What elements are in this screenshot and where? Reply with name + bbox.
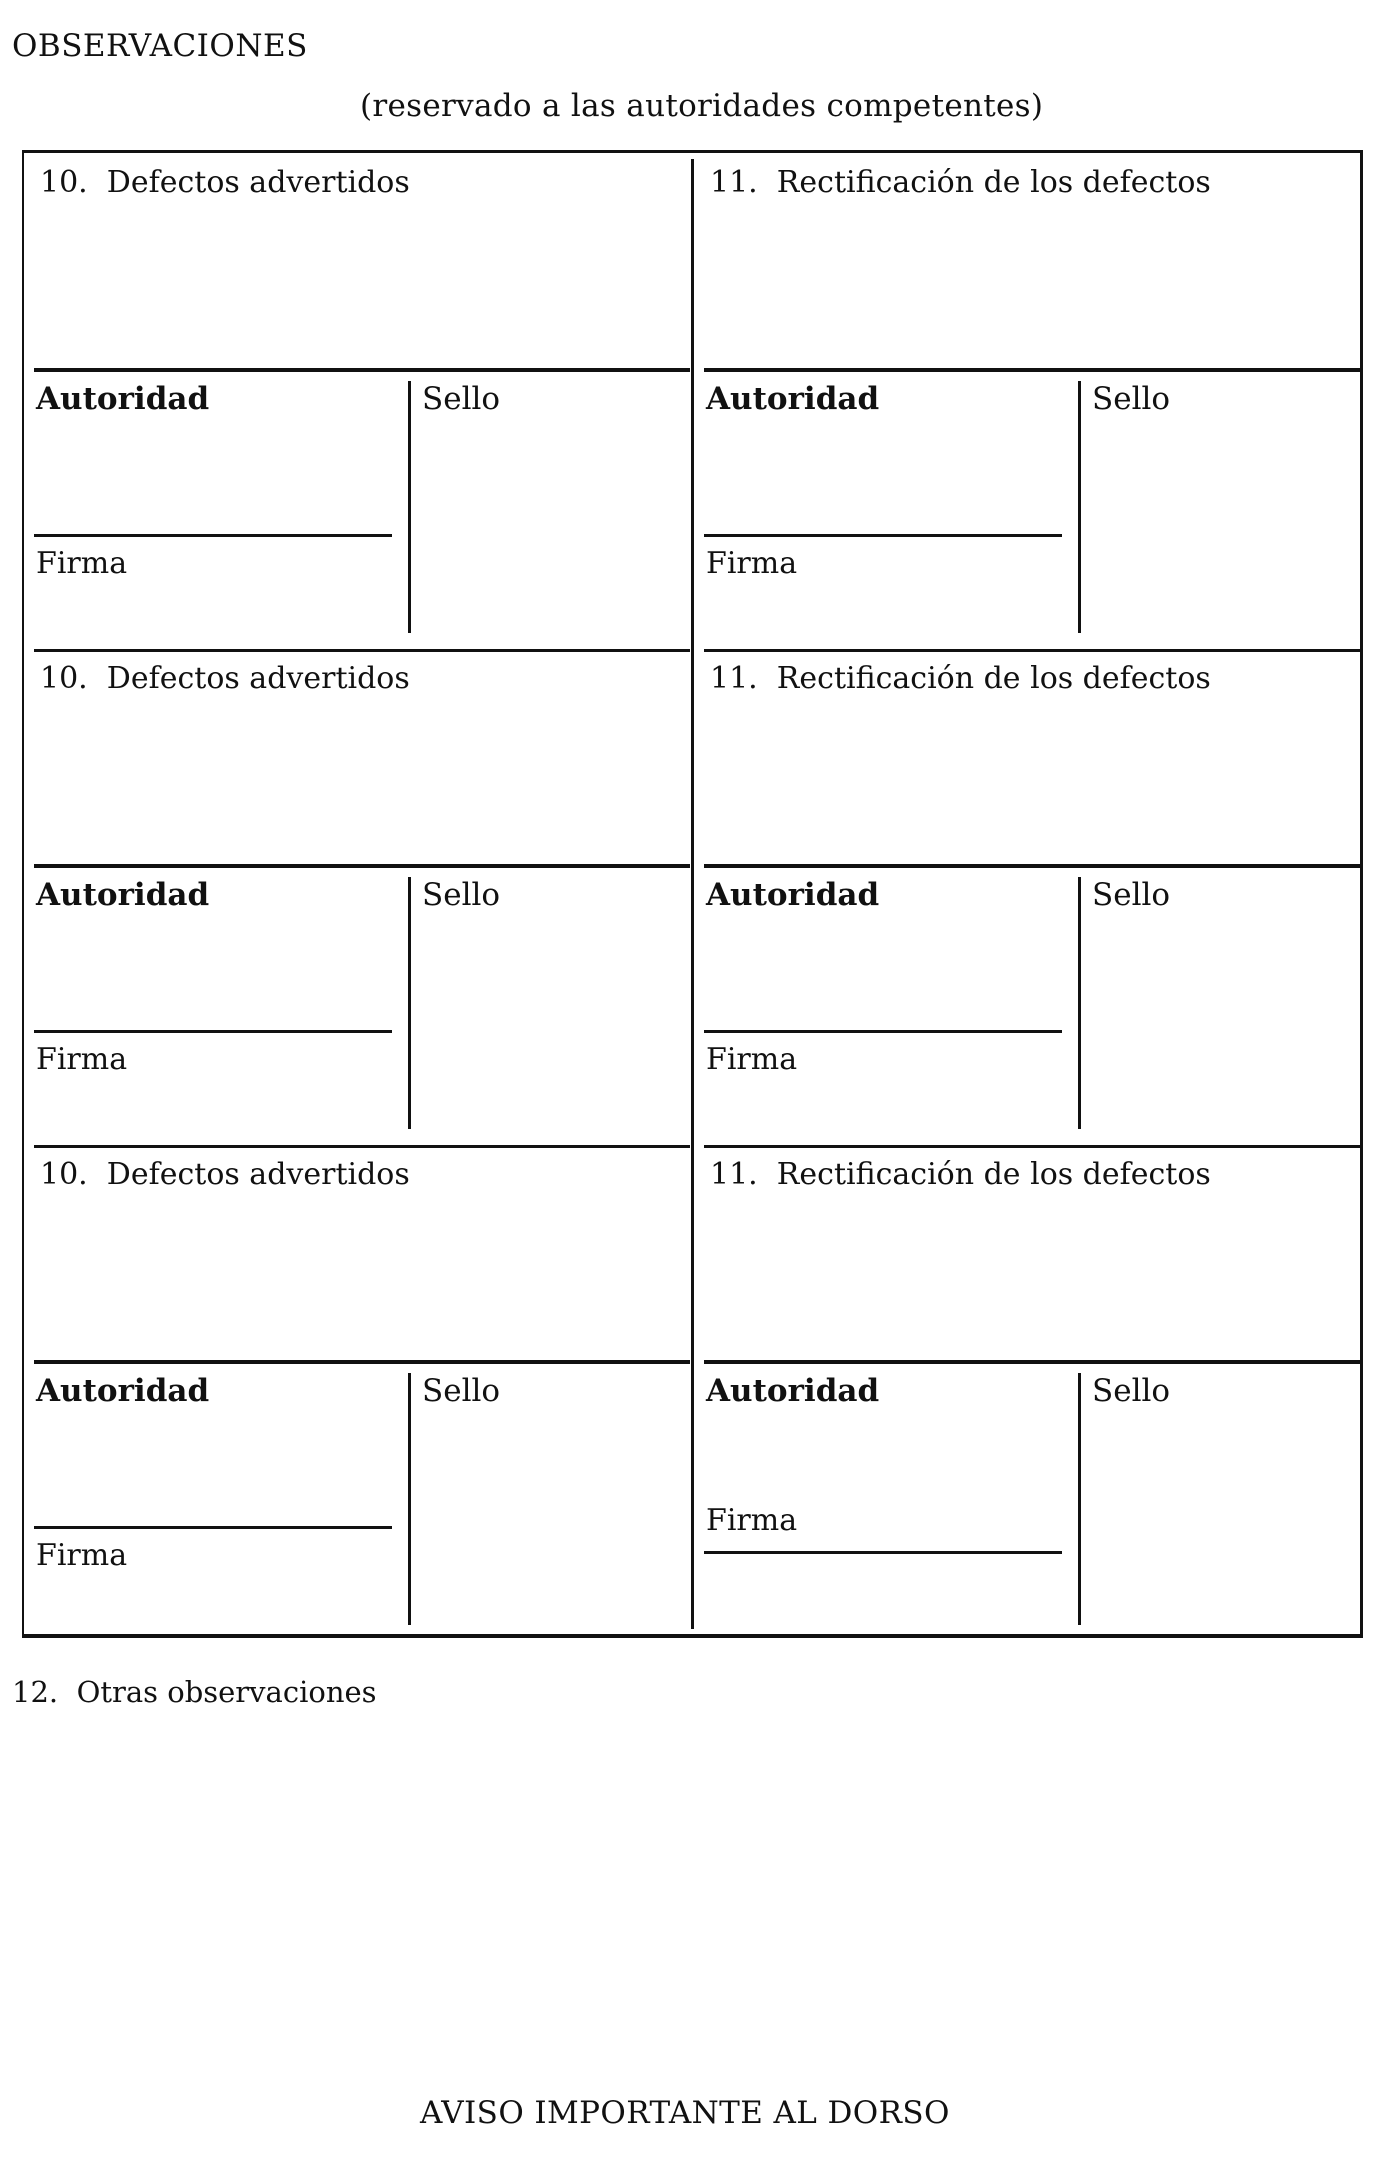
sello-divider <box>1078 877 1081 1129</box>
column-left <box>34 153 700 1638</box>
defects-section <box>34 1145 690 1641</box>
firma-label: Firma <box>36 546 128 581</box>
autoridad-label: Autoridad <box>706 1373 880 1409</box>
sello-divider <box>1078 381 1081 633</box>
rectification-section <box>704 649 1360 1145</box>
section-heading: Defectos advertidos <box>106 1157 410 1192</box>
heading-divider <box>34 1360 690 1364</box>
firma-label: Firma <box>706 546 798 581</box>
signature-line <box>704 534 1062 537</box>
section-heading: Defectos advertidos <box>106 165 410 200</box>
section-header <box>40 661 410 696</box>
sello-divider <box>408 1373 411 1625</box>
signature-line <box>704 1030 1062 1033</box>
section-number: 11. <box>710 1157 758 1192</box>
firma-label: Firma <box>706 1042 798 1077</box>
sello-divider <box>408 381 411 633</box>
other-observations-number: 12. <box>12 1675 59 1709</box>
firma-label: Firma <box>706 1503 798 1538</box>
sello-divider <box>1078 1373 1081 1625</box>
autoridad-label: Autoridad <box>706 877 880 913</box>
section-top-line <box>34 649 690 652</box>
section-header <box>40 165 410 200</box>
section-header <box>40 1157 410 1192</box>
autoridad-label: Autoridad <box>36 381 210 417</box>
sello-label: Sello <box>1092 877 1171 913</box>
autoridad-label: Autoridad <box>36 1373 210 1409</box>
other-observations <box>12 1675 377 1709</box>
page-title: OBSERVACIONES <box>12 28 308 64</box>
rectification-section <box>704 1145 1360 1641</box>
defects-section <box>34 153 690 649</box>
page-subtitle: (reservado a las autoridades competentes) <box>360 88 1044 124</box>
section-header <box>710 165 1211 200</box>
column-right <box>704 153 1370 1638</box>
heading-divider <box>704 1360 1360 1364</box>
rectification-section <box>704 153 1360 649</box>
sello-label: Sello <box>422 877 501 913</box>
section-number: 10. <box>40 661 88 696</box>
section-header <box>710 661 1211 696</box>
section-heading: Defectos advertidos <box>106 661 410 696</box>
heading-divider <box>34 368 690 372</box>
section-number: 11. <box>710 165 758 200</box>
other-observations-label: Otras observaciones <box>76 1675 377 1709</box>
sello-label: Sello <box>422 381 501 417</box>
section-header <box>710 1157 1211 1192</box>
section-number: 11. <box>710 661 758 696</box>
firma-label: Firma <box>36 1538 128 1573</box>
autoridad-label: Autoridad <box>36 877 210 913</box>
important-notice: AVISO IMPORTANTE AL DORSO <box>420 2095 950 2131</box>
firma-label: Firma <box>36 1042 128 1077</box>
heading-divider <box>34 864 690 868</box>
signature-line <box>704 1551 1062 1554</box>
heading-divider <box>704 864 1360 868</box>
observations-grid <box>22 150 1363 1638</box>
section-number: 10. <box>40 165 88 200</box>
section-top-line <box>34 1145 690 1148</box>
signature-line <box>34 534 392 537</box>
sello-label: Sello <box>1092 381 1171 417</box>
section-heading: Rectificación de los defectos <box>776 165 1211 200</box>
sello-label: Sello <box>1092 1373 1171 1409</box>
section-heading: Rectificación de los defectos <box>776 661 1211 696</box>
section-top-line <box>704 1145 1360 1148</box>
autoridad-label: Autoridad <box>706 381 880 417</box>
signature-line <box>34 1526 392 1529</box>
section-number: 10. <box>40 1157 88 1192</box>
sello-divider <box>408 877 411 1129</box>
section-heading: Rectificación de los defectos <box>776 1157 1211 1192</box>
defects-section <box>34 649 690 1145</box>
section-top-line <box>704 649 1360 652</box>
signature-line <box>34 1030 392 1033</box>
heading-divider <box>704 368 1360 372</box>
sello-label: Sello <box>422 1373 501 1409</box>
